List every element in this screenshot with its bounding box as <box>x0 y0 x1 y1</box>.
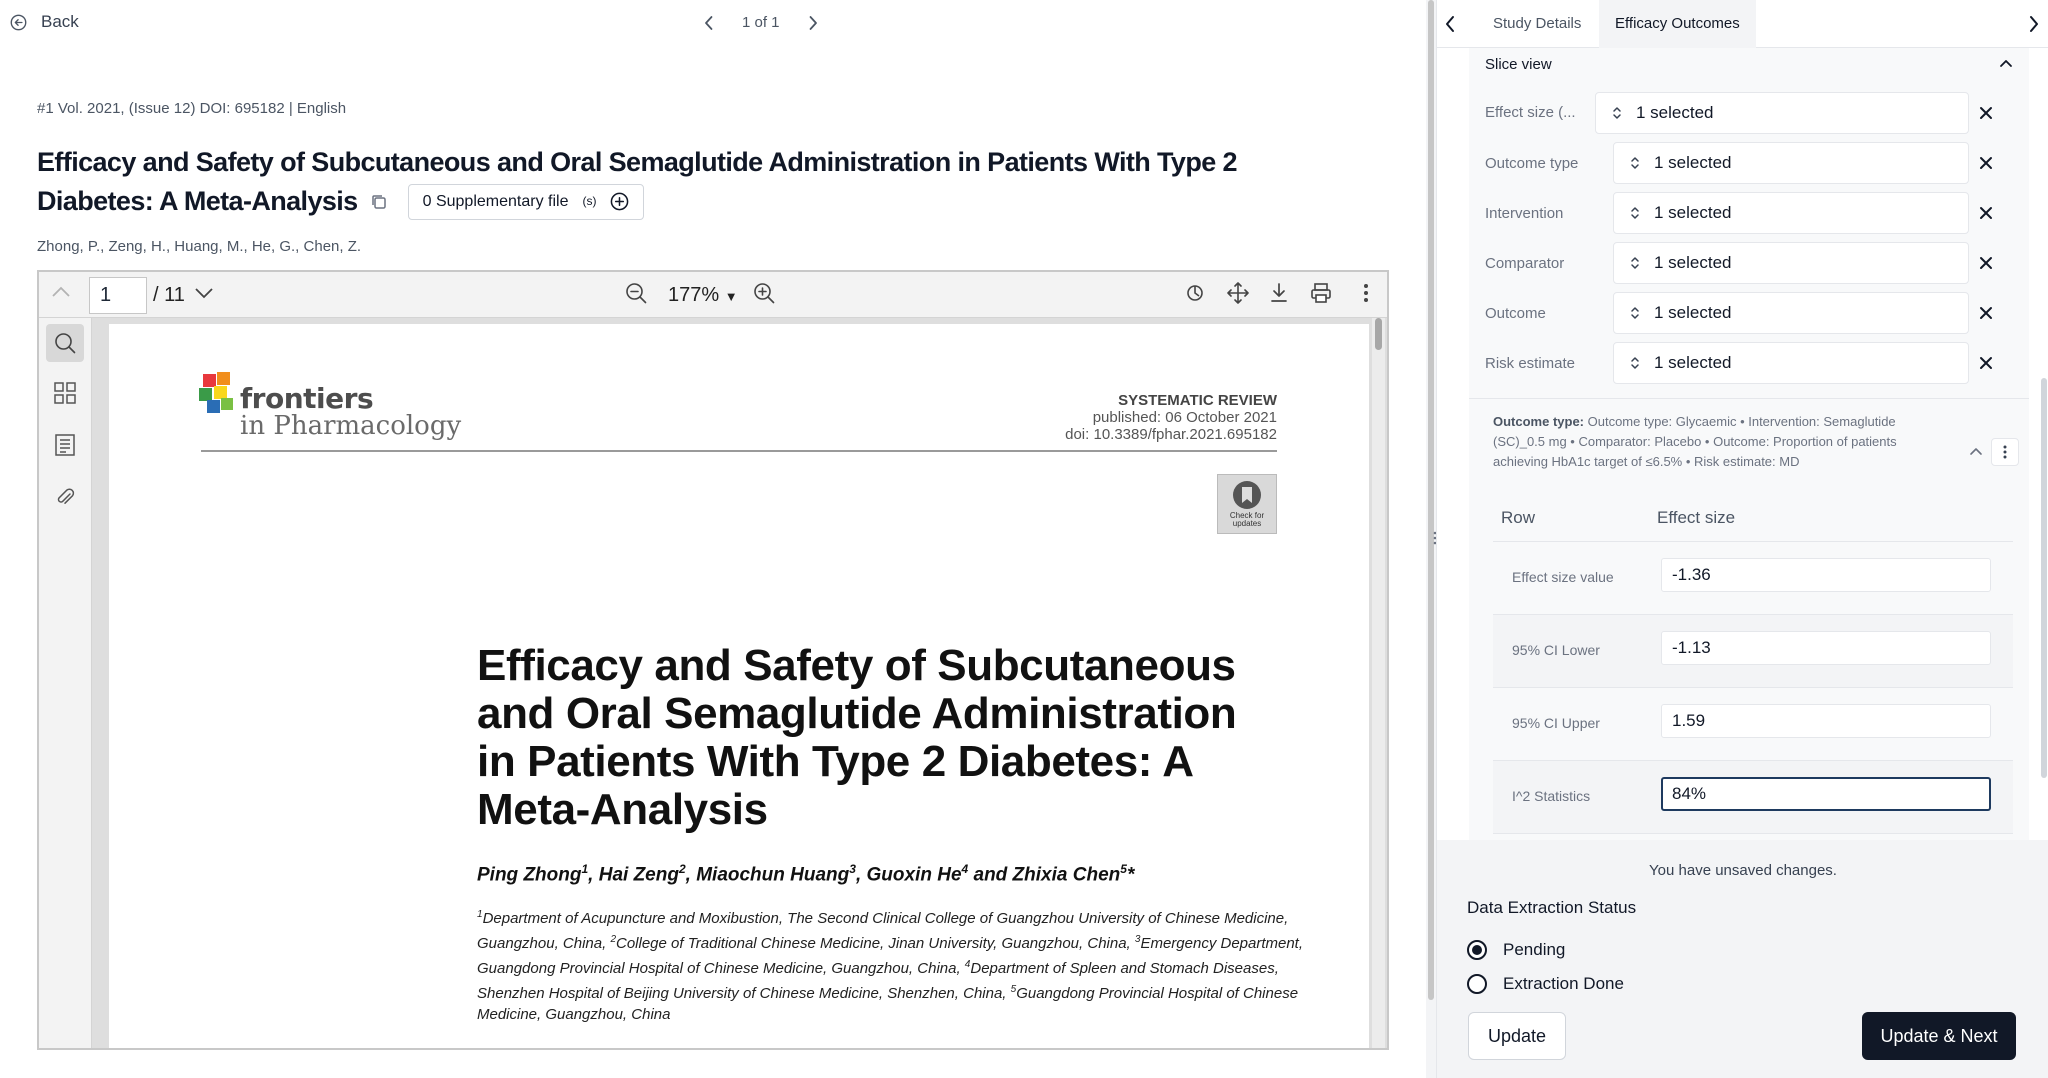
pan-tool-icon[interactable] <box>1227 282 1249 304</box>
status-option-label: Extraction Done <box>1503 974 1624 993</box>
filter-value: 1 selected <box>1654 253 1732 272</box>
outcome-summary-text: Outcome type: Glycaemic • Intervention: Semaglutide (SC)_0.5 mg • Comparator: Placebo • Outcome: Proportion of patients achieving HbA1c target of ≤6.5% • Risk estimate: MD <box>1493 414 1897 469</box>
paper-title-line2: Diabetes: A Meta-Analysis <box>37 186 358 216</box>
clear-filter-icon[interactable] <box>1977 354 1995 372</box>
i2-statistics-input[interactable]: 84% <box>1661 777 1991 811</box>
zoom-out-icon[interactable] <box>625 282 647 304</box>
clear-filter-icon[interactable] <box>1977 254 1995 272</box>
published-date: published: 06 October 2021 <box>1092 409 1277 426</box>
paper-title-line1: Efficacy and Safety of Subcutaneous and Oral Semaglutide Administration in Patients With Type 2 <box>37 147 1237 177</box>
col-header-effect-size: Effect size <box>1657 508 1736 527</box>
corresponding-star: * <box>1126 864 1135 886</box>
filter-value: 1 selected <box>1654 203 1732 222</box>
search-icon[interactable] <box>46 324 84 362</box>
table-row <box>1493 615 2013 688</box>
update-button[interactable]: Update <box>1468 1012 1566 1060</box>
effect-table-header <box>1493 508 2013 542</box>
back-arrow-circle-icon <box>10 14 27 31</box>
supplementary-suffix: (s) <box>582 194 597 208</box>
supplementary-files-button[interactable] <box>408 184 645 220</box>
back-button[interactable] <box>10 12 79 32</box>
author-affil-sup: 1 <box>581 862 589 876</box>
total-pages: / 11 <box>153 284 185 306</box>
radio-unchecked-icon[interactable] <box>1467 974 1487 994</box>
zoom-level-select[interactable] <box>668 284 738 307</box>
outcome-menu-button[interactable] <box>1991 438 2019 466</box>
unsaved-changes-message: You have unsaved changes. <box>1649 862 1837 879</box>
download-icon[interactable] <box>1269 282 1289 304</box>
col-header-row: Row <box>1501 508 1536 527</box>
table-row <box>1493 688 2013 761</box>
extraction-panel <box>1436 0 2048 1078</box>
update-and-next-button[interactable]: Update & Next <box>1862 1012 2016 1060</box>
clear-filter-icon[interactable] <box>1977 204 1995 222</box>
print-icon[interactable] <box>1310 282 1332 304</box>
filter-label-intervention: Intervention <box>1485 205 1564 222</box>
pdf-authors <box>477 862 1134 886</box>
pdf-scrollbar[interactable] <box>1372 318 1385 1048</box>
panel-scroll-area <box>1469 48 2048 840</box>
document-pager <box>704 14 818 31</box>
filter-select-intervention[interactable] <box>1613 192 1969 234</box>
pdf-page <box>109 324 1369 1050</box>
clear-filter-icon[interactable] <box>1977 104 1995 122</box>
affiliation-line: Medicine, Guangzhou, China <box>477 1006 671 1023</box>
outcome-summary <box>1493 412 1923 472</box>
pdf-title <box>477 642 1297 834</box>
header-rule <box>201 450 1277 452</box>
affiliation-line: $^1$Department of Acupuncture and Moxibustion, The Second Clinical College of Guangzhou University of Chinese Medicine, <box>477 909 1289 927</box>
filter-value: 1 selected <box>1654 303 1732 322</box>
author-affil-sup: 3 <box>849 862 856 876</box>
pdf-scroll-thumb[interactable] <box>1375 318 1382 350</box>
tab-study-details[interactable]: Study Details <box>1493 15 1582 32</box>
paper-meta: #1 Vol. 2021, (Issue 12) DOI: 695182 | English <box>37 100 347 117</box>
status-option-pending[interactable] <box>1467 940 1565 960</box>
pdf-title-line: in Patients With Type 2 Diabetes: A <box>477 737 1194 786</box>
filter-select-effect-size[interactable] <box>1595 92 1969 134</box>
author: , Miaochun Huang <box>685 864 850 886</box>
filter-select-risk-estimate[interactable] <box>1613 342 1969 384</box>
clear-filter-icon[interactable] <box>1977 304 1995 322</box>
clear-filter-icon[interactable] <box>1977 154 1995 172</box>
row-label: Effect size value <box>1512 569 1614 585</box>
check-updates-label: Check for updates <box>1229 511 1265 528</box>
author: and Zhixia Chen <box>968 864 1121 886</box>
rotate-icon[interactable] <box>1185 283 1205 303</box>
back-label: Back <box>41 12 79 31</box>
status-title: Data Extraction Status <box>1467 898 1637 917</box>
filter-label-outcome-type: Outcome type <box>1485 155 1579 172</box>
caret-down-icon: ▼ <box>724 289 738 304</box>
filter-value: 1 selected <box>1654 153 1732 172</box>
kebab-icon <box>2003 444 2007 460</box>
copy-icon[interactable] <box>370 193 388 211</box>
panel-scroll-thumb[interactable] <box>2041 378 2047 778</box>
tabs-next-icon[interactable] <box>2029 15 2039 33</box>
paper-authors: Zhong, P., Zeng, H., Huang, M., He, G., Chen, Z. <box>37 238 362 255</box>
author: , Hai Zeng <box>588 864 679 886</box>
more-options-icon[interactable] <box>1363 282 1369 304</box>
row-label: I^2 Statistics <box>1512 788 1591 804</box>
ci-upper-input[interactable]: 1.59 <box>1661 704 1991 738</box>
sort-updown-icon <box>1630 205 1640 221</box>
tab-efficacy-outcomes[interactable]: Efficacy Outcomes <box>1599 0 1756 48</box>
filter-select-outcome-type[interactable] <box>1613 142 1969 184</box>
next-document-icon[interactable] <box>808 15 818 31</box>
article-type: SYSTEMATIC REVIEW <box>1118 392 1277 409</box>
prev-page-icon[interactable] <box>51 286 71 298</box>
zoom-level: 177% <box>668 284 720 306</box>
page-number-input[interactable]: 1 <box>89 277 147 314</box>
zoom-in-icon[interactable] <box>753 282 775 304</box>
thumbnails-icon[interactable] <box>54 382 76 404</box>
pdf-title-line: Meta-Analysis <box>477 785 768 834</box>
outcome-summary-label: Outcome type: <box>1493 414 1585 429</box>
row-label: 95% CI Upper <box>1512 715 1600 731</box>
filter-value: 1 selected <box>1636 103 1714 122</box>
outline-icon[interactable] <box>54 434 76 456</box>
sort-updown-icon <box>1630 255 1640 271</box>
sort-updown-icon <box>1612 105 1622 121</box>
check-for-updates-badge[interactable] <box>1217 474 1277 534</box>
filter-label-risk-estimate: Risk estimate <box>1485 355 1576 372</box>
paper-title <box>37 143 1377 221</box>
row-label: 95% CI Lower <box>1512 642 1600 658</box>
filter-label-effect-size: Effect size (... <box>1485 104 1576 121</box>
status-option-label: Pending <box>1503 940 1566 959</box>
affiliation-line: Guangdong Provincial Hospital of Chinese Medicine, Guangzhou, China, $^4$Department of Spleen and Stomach Diseases, <box>477 959 1279 977</box>
pdf-title-line: and Oral Semaglutide Administration <box>477 689 1237 738</box>
effect-size-value-input[interactable]: -1.36 <box>1661 558 1991 592</box>
add-circle-icon[interactable] <box>610 192 629 211</box>
filter-label-comparator: Comparator <box>1485 255 1565 272</box>
status-option-extraction-done[interactable] <box>1467 974 1624 994</box>
pdf-toolbar <box>39 272 1387 318</box>
expand-chevron-icon[interactable] <box>1969 446 1983 456</box>
filter-value: 1 selected <box>1654 353 1732 372</box>
panel-footer <box>1437 840 2048 1078</box>
table-row <box>1493 542 2013 615</box>
pdf-sidebar <box>39 318 92 1048</box>
pdf-viewer <box>37 270 1389 1050</box>
author-affil-sup: 4 <box>961 862 969 876</box>
page-indicator: 1 of 1 <box>742 14 780 31</box>
filter-select-comparator[interactable] <box>1613 242 1969 284</box>
radio-checked-icon[interactable] <box>1467 940 1487 960</box>
author: , Guoxin He <box>855 864 962 886</box>
pdf-title-line: Efficacy and Safety of Subcutaneous <box>477 641 1236 690</box>
author-affil-sup: 5 <box>1120 862 1127 876</box>
logo-subtitle: in Pharmacology <box>240 411 462 441</box>
author-affil-sup: 2 <box>678 862 686 876</box>
panel-tabs <box>1437 0 2048 48</box>
affiliation-line: Guangzhou, China, $^2$College of Traditional Chinese Medicine, Jinan University, Guangzhou, China, $^3$Emergency Department, <box>477 934 1304 952</box>
prev-document-icon[interactable] <box>704 15 714 31</box>
ci-lower-input[interactable]: -1.13 <box>1661 631 1991 665</box>
panel-scrollbar[interactable] <box>2040 48 2048 840</box>
next-page-icon[interactable] <box>194 287 214 299</box>
article-doi: doi: 10.3389/fphar.2021.695182 <box>1065 426 1277 443</box>
affiliation-line: Shenzhen Hospital of Beijing University of Chinese Medicine, Shenzhen, China, $^5$Guangdong Provincial Hospital of Chinese <box>477 984 1299 1002</box>
sort-updown-icon <box>1630 155 1640 171</box>
supplementary-label: 0 Supplementary file <box>422 193 569 210</box>
filter-label-outcome: Outcome <box>1485 305 1546 322</box>
collapse-chevron-icon[interactable] <box>1999 58 2013 68</box>
slice-view-label: Slice view <box>1485 56 1552 73</box>
filter-select-outcome[interactable] <box>1613 292 1969 334</box>
bookmark-ribbon-icon <box>1231 480 1263 510</box>
sort-updown-icon <box>1630 305 1640 321</box>
page-scroll-thumb[interactable] <box>1428 0 1434 1000</box>
slice-view-section <box>1469 48 2029 398</box>
attachment-icon[interactable] <box>54 486 76 508</box>
frontiers-logo <box>197 370 239 418</box>
sort-updown-icon <box>1630 355 1640 371</box>
table-row <box>1493 761 2013 834</box>
author: Ping Zhong <box>477 864 582 886</box>
tabs-prev-icon[interactable] <box>1445 15 1455 33</box>
pdf-affiliations <box>477 904 1307 1025</box>
logo-word: frontiers <box>240 382 374 415</box>
